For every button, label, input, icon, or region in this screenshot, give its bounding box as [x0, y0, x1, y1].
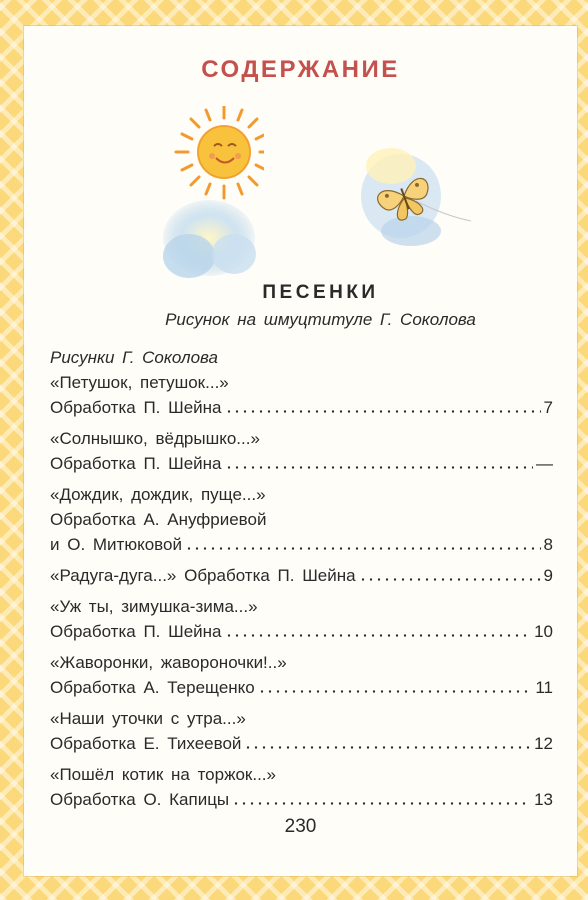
- toc-entry[interactable]: [50, 563, 553, 588]
- entry-credit-continued: и О. Митюковой: [50, 535, 182, 554]
- folio-page-number: 230: [284, 816, 317, 837]
- entry-credit: Обработка А. Ануфриевой: [50, 510, 267, 529]
- toc-entry[interactable]: [50, 594, 553, 644]
- entry-credit: Обработка П. Шейна: [50, 622, 222, 641]
- page-number: 13: [534, 790, 553, 809]
- toc-entry[interactable]: [50, 706, 553, 756]
- page-title: СОДЕРЖАНИЕ: [201, 56, 400, 83]
- table-of-contents: [50, 348, 553, 818]
- page-number: 9: [543, 566, 553, 585]
- page-number: 12: [534, 734, 553, 753]
- dot-leader: [258, 690, 533, 693]
- dot-leader: [225, 634, 532, 637]
- entry-title: «Солнышко, вёдрышко...»: [50, 429, 260, 448]
- page-number: —: [536, 454, 553, 473]
- entry-title: «Уж ты, зимушка-зима...»: [50, 597, 258, 616]
- entry-credit: Обработка Е. Тихеевой: [50, 734, 242, 753]
- dot-leader: [359, 578, 541, 581]
- page-number: 7: [543, 398, 553, 417]
- section-subtitle: Рисунок на шмуцтитуле Г. Соколова: [165, 310, 476, 329]
- toc-entry[interactable]: [50, 650, 553, 700]
- entry-title: «Дождик, дождик, пуще...»: [50, 485, 266, 504]
- dot-leader: [244, 746, 531, 749]
- dot-leader: [225, 410, 541, 413]
- entry-credit: Обработка О. Капицы: [50, 790, 230, 809]
- entry-credit: Обработка П. Шейна: [50, 398, 222, 417]
- toc-entry[interactable]: [50, 762, 553, 812]
- entry-title: «Петушок, петушок...»: [50, 373, 229, 392]
- entry-credit: Обработка П. Шейна: [50, 454, 222, 473]
- entry-title: «Наши уточки с утра...»: [50, 709, 246, 728]
- dot-leader: [232, 802, 531, 805]
- page-number: 11: [535, 678, 553, 697]
- section-title: ПЕСЕНКИ: [262, 282, 379, 303]
- butterfly-illustration: [356, 141, 476, 251]
- book-page: [24, 26, 577, 876]
- entry-title: «Пошёл котик на торжок...»: [50, 765, 276, 784]
- toc-entry[interactable]: [50, 370, 553, 420]
- entry-title: «Жаворонки, жавороночки!..»: [50, 653, 287, 672]
- illustrator-credit: Рисунки Г. Соколова: [50, 348, 218, 367]
- toc-entry[interactable]: [50, 482, 553, 557]
- dot-leader: [185, 547, 541, 550]
- page-number: 10: [534, 622, 553, 641]
- toc-entry[interactable]: [50, 426, 553, 476]
- sun-illustration: [154, 106, 264, 286]
- page-number: 8: [543, 535, 553, 554]
- dot-leader: [225, 466, 533, 469]
- entry-title: «Радуга-дуга...» Обработка П. Шейна: [50, 566, 356, 585]
- entry-credit: Обработка А. Терещенко: [50, 678, 255, 697]
